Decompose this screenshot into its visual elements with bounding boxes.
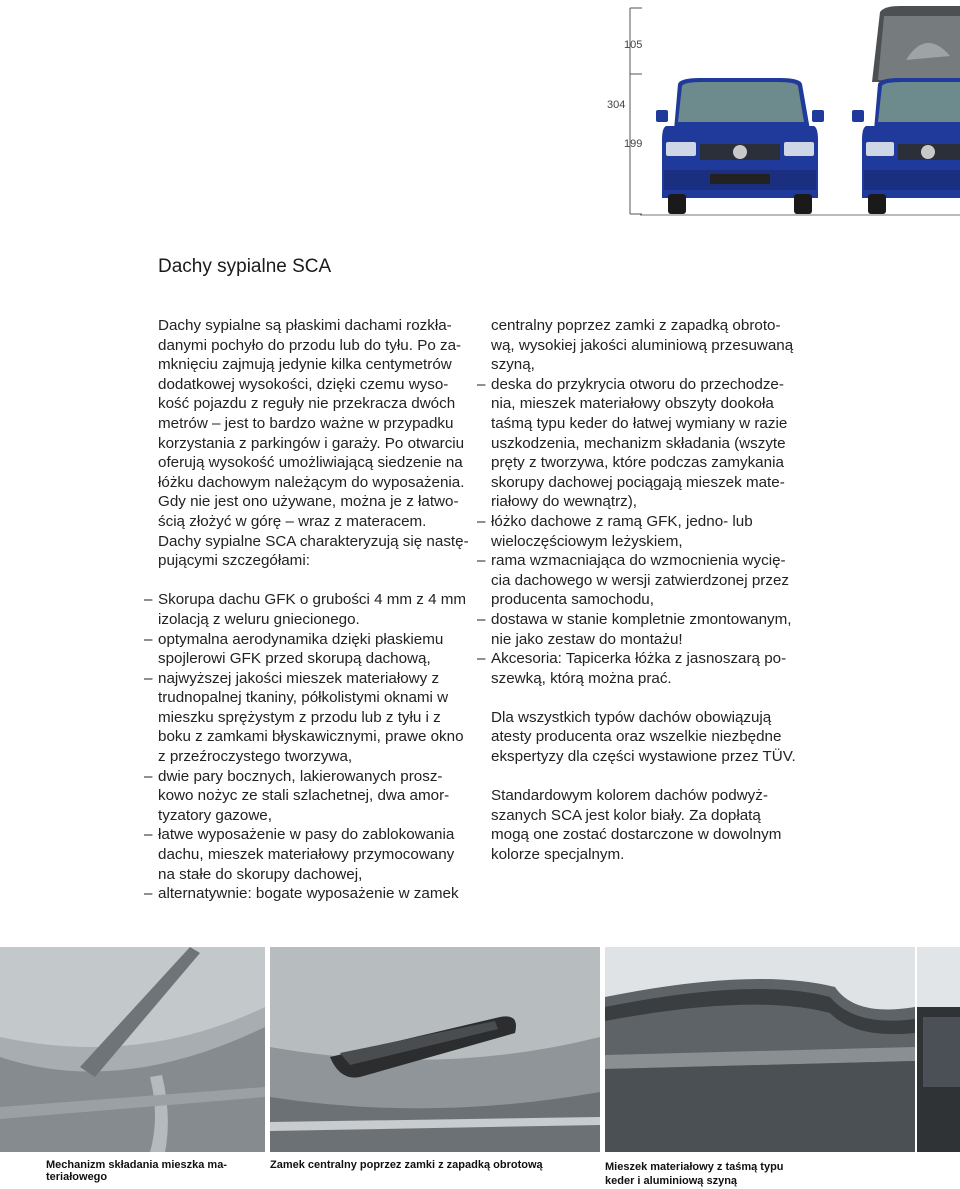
text-line: nia, mieszek materiałowy obszyty dookoła	[491, 395, 774, 413]
text-line: mogą one zostać dostarczone w dowolnym	[491, 826, 782, 844]
text-line: z przeźroczystego tworzywa,	[158, 748, 353, 766]
text-line: trudnopalnej tkaniny, półkolistymi oknami w	[158, 689, 449, 707]
text-line: Standardowym kolorem dachów podwyż-	[491, 787, 768, 805]
caption-central-lock	[270, 1160, 600, 1172]
text-line: kość pojazdu z reguły nie przekracza dwóch	[158, 395, 456, 413]
text-line: kolorze specjalnym.	[491, 846, 625, 864]
text-line: centralny poprzez zamki z zapadką obroto-	[491, 317, 781, 334]
text-line: Dachy sypialne są płaskimi dachami rozkła-	[158, 317, 452, 334]
photo-fabric-bellows	[605, 947, 915, 1152]
bullet-line: – deska do przykrycia otworu do przechodze-	[491, 375, 811, 395]
bullet-line: – dostawa w stanie kompletnie zmontowanym,	[491, 610, 811, 630]
text-line: na stałe do skorupy dachowej,	[158, 865, 363, 883]
text-line: atesty producenta oraz wszelkie niezbędne	[491, 728, 782, 746]
text-line: spojlerowi GFK przed skorupą dachową,	[158, 650, 431, 668]
text-line: łóżku dachowym należącym do wyposażenia.	[158, 473, 465, 491]
bullet-line: – optymalna aerodynamika dzięki płaskiemu	[158, 630, 476, 650]
text-line: taśmą typu keder do łatwej wymiany w razie	[491, 414, 788, 432]
photo-van-interior	[917, 947, 960, 1152]
text-line: metrów – jest to bardzo ważne w przypadku	[158, 414, 454, 432]
page-title: Dachy sypialne SCA	[158, 256, 332, 277]
left-text-column	[158, 316, 476, 904]
text-line: izolacją z weluru gniecionego.	[158, 610, 360, 628]
text-line: ekspertyzy dla części wystawione przez TÜV.	[491, 748, 796, 766]
dimension-bottom-label: 199	[624, 138, 643, 150]
caption-line: Zamek centralny poprzez zamki z zapadką obrotową	[270, 1159, 543, 1171]
van-closed-roof-image	[640, 70, 840, 216]
caption-line: Mechanizm składania mieszka ma-	[46, 1159, 227, 1171]
text-line: szewką, którą można prać.	[491, 669, 672, 687]
text-line: szyną,	[491, 356, 535, 374]
bullet-line: – łóżko dachowe z ramą GFK, jedno- lub	[491, 512, 811, 532]
text-line: kowo nożyc ze stali szlachetnej, dwa amor-	[158, 787, 450, 805]
text-line: oferują wysokość umożliwiającą siedzenie na	[158, 454, 463, 472]
caption-line: teriałowego	[46, 1170, 108, 1183]
bullet-line: – dwie pary bocznych, lakierowanych prosz-	[158, 767, 476, 787]
text-line: szanych SCA jest kolor biały. Za dopłatą	[491, 806, 761, 824]
van-interior-image	[917, 947, 960, 1152]
bullet-line: – Akcesoria: Tapicerka łóżka z jasnoszarą po-	[491, 649, 811, 669]
text-line: skorupy dachowej pociągają mieszek mate-	[491, 473, 785, 491]
central-lock-image	[270, 947, 600, 1152]
dimension-top-label: 105	[624, 39, 643, 51]
right-text-column	[491, 316, 811, 865]
text-line: tyzatory gazowe,	[158, 806, 272, 824]
bullet-line: – najwyższej jakości mieszek materiałowy z	[158, 669, 476, 689]
paragraph-gap	[158, 571, 476, 591]
caption-fold-mechanism	[46, 1160, 261, 1183]
paragraph-gap	[491, 688, 811, 708]
text-line: pującymi szczegółami:	[158, 552, 310, 570]
dimension-total-label: 304	[607, 99, 626, 111]
bullet-line: – alternatywnie: bogate wyposażenie w zamek	[158, 884, 476, 904]
text-line: wą, wysokiej jakości aluminiową przesuwaną	[491, 336, 794, 354]
text-line: riałowy do wewnątrz),	[491, 493, 638, 511]
caption-line: keder i aluminiową szyną	[605, 1174, 738, 1187]
fabric-bellows-image	[605, 947, 915, 1152]
photo-central-lock	[270, 947, 600, 1152]
van-raised-roof-image	[840, 0, 960, 216]
caption-fabric-bellows	[605, 1161, 905, 1188]
text-line: uszkodzenia, mechanizm składania (wszyte	[491, 434, 786, 452]
caption-line: Mieszek materiałowy z taśmą typu	[605, 1161, 784, 1173]
fold-mechanism-image	[0, 947, 265, 1152]
text-line: dachu, mieszek materiałowy przymocowany	[158, 846, 455, 864]
text-line: danymi pochyło do przodu lub do tyłu. Po za-	[158, 336, 462, 354]
bullet-line: – Skorupa dachu GFK o grubości 4 mm z 4 mm	[158, 590, 476, 610]
text-line: mknięciu zajmują jedynie kilka centymetrów	[158, 356, 452, 374]
text-line: boku z zamkami błyskawicznymi, prawe okno	[158, 728, 464, 746]
photo-fold-mechanism	[0, 947, 265, 1152]
text-line: dodatkowej wysokości, dzięki czemu wyso-	[158, 375, 449, 393]
text-line: Gdy nie jest ono używane, można je z łatwo-	[158, 493, 459, 511]
text-line: producenta samochodu,	[491, 591, 654, 609]
text-line: korzystania z parkingów i garaży. Po otwarciu	[158, 434, 465, 452]
text-line: Dachy sypialne SCA charakteryzują się nastę-	[158, 532, 469, 550]
bullet-line: – rama wzmacniająca do wzmocnienia wycię-	[491, 551, 811, 571]
bullet-line: – łatwe wyposażenie w pasy do zablokowania	[158, 825, 476, 845]
text-line: wieloczęściowym leżyskiem,	[491, 532, 683, 550]
text-line: pręty z tworzywa, które podczas zamykania	[491, 454, 784, 472]
text-line: ścią złożyć w górę – wraz z materacem.	[158, 512, 427, 530]
text-line: Dla wszystkich typów dachów obowiązują	[491, 708, 772, 726]
paragraph-gap	[491, 767, 811, 787]
text-line: cia dachowego w wersji zatwierdzonej przez	[491, 571, 789, 589]
text-line: nie jako zestaw do montażu!	[491, 630, 683, 648]
text-line: mieszku sprężystym z przodu lub z tyłu i z	[158, 708, 441, 726]
